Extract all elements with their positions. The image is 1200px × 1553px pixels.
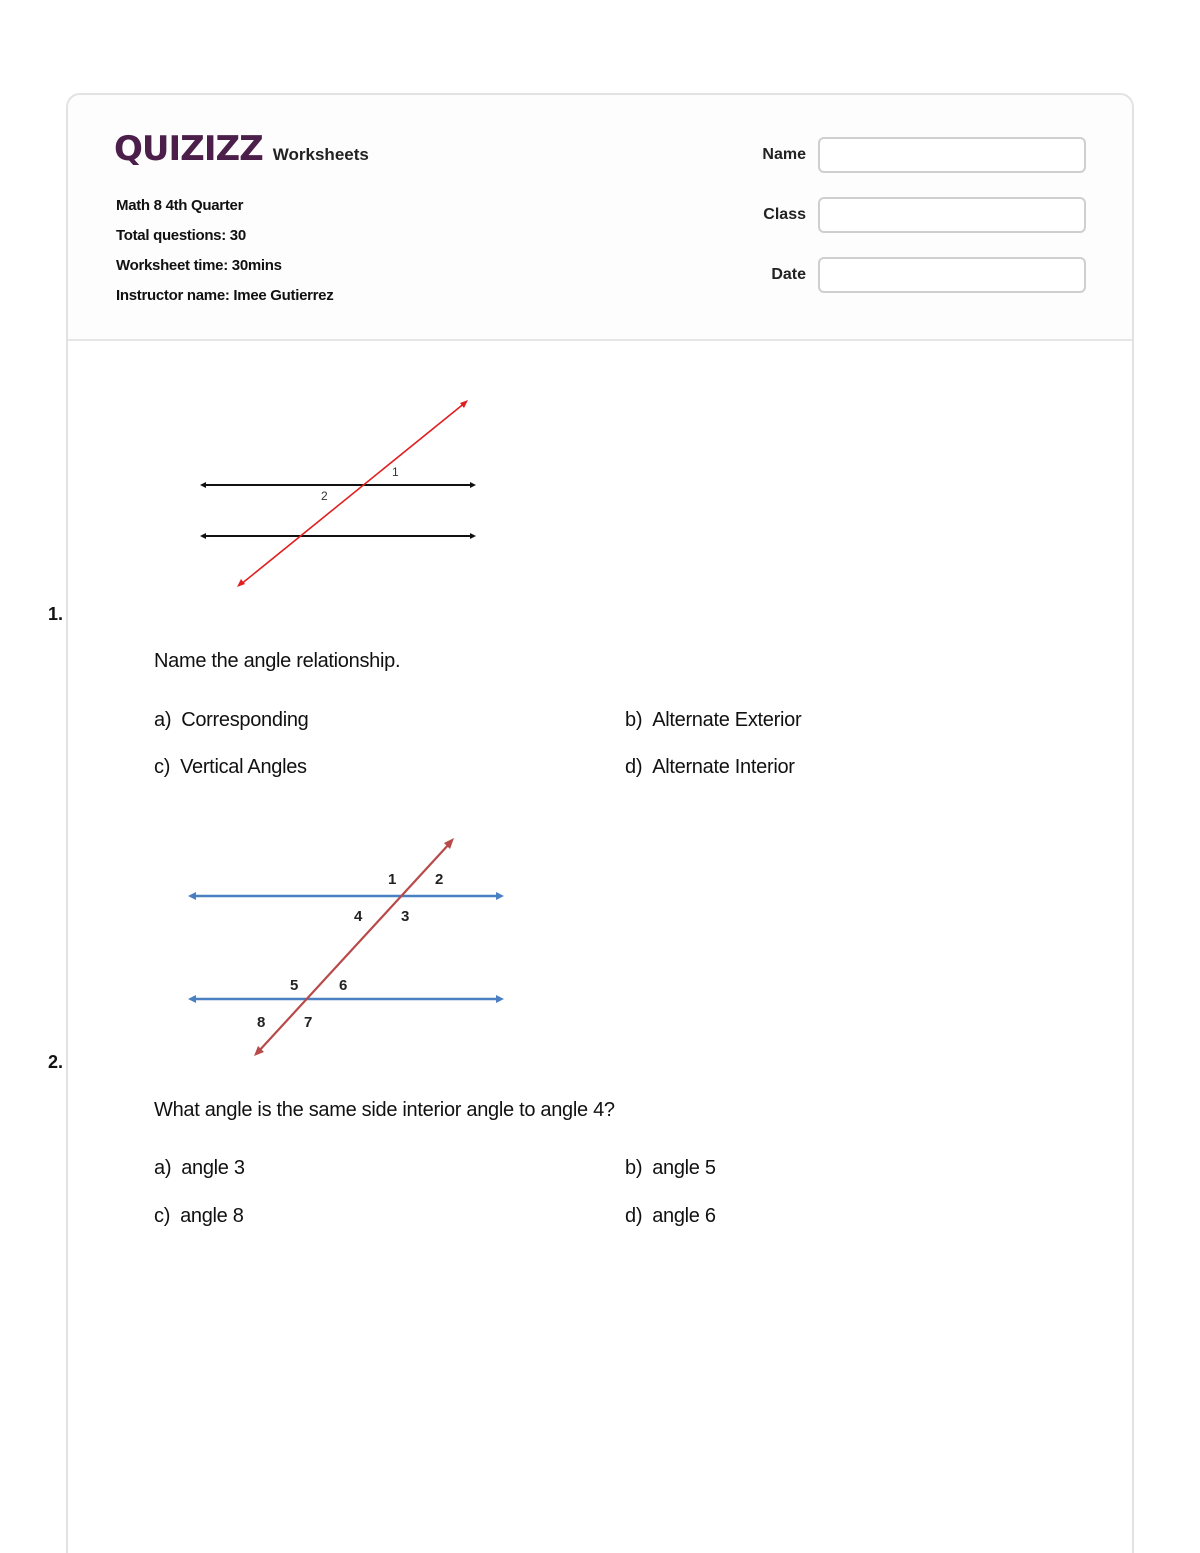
question-2-prompt: What angle is the same side interior angle to angle 4?: [154, 1099, 615, 1121]
q2-angle-label-1: 1: [388, 871, 397, 888]
q2-option-a-letter: a): [154, 1157, 172, 1179]
q2-angle-label-4: 4: [354, 908, 363, 925]
class-field[interactable]: [818, 197, 1086, 233]
instructor-name: Instructor name: Imee Gutierrez: [116, 287, 334, 304]
q2-parallel-line-top: [188, 892, 504, 900]
q1-parallel-lines-figure: [196, 396, 486, 592]
question-2-number: 2.: [48, 1052, 64, 1072]
q2-option-d-text: angle 6: [652, 1205, 716, 1227]
q1-angle-label-2: 2: [321, 489, 328, 503]
q2-transversal: [254, 838, 454, 1056]
q2-option-a[interactable]: [154, 1157, 245, 1180]
logo-wordmark: QUIZIZZ: [114, 129, 263, 169]
q1-option-d[interactable]: [625, 756, 795, 779]
q1-option-c-text: Vertical Angles: [180, 756, 307, 778]
q1-option-a-letter: a): [154, 709, 172, 731]
q2-option-c[interactable]: [154, 1205, 244, 1228]
class-label: Class: [763, 206, 806, 223]
student-fields: [762, 137, 1086, 317]
q2-option-b-text: angle 5: [652, 1157, 716, 1179]
q2-angle-label-5: 5: [290, 977, 299, 994]
worksheet-card: [66, 93, 1134, 1553]
q1-option-d-letter: d): [625, 756, 643, 778]
q2-angle-label-2: 2: [435, 871, 444, 888]
q2-option-d[interactable]: [625, 1205, 716, 1228]
q1-option-d-text: Alternate Interior: [652, 756, 795, 778]
q1-parallel-line-top: [200, 482, 476, 488]
q2-option-c-letter: c): [154, 1205, 171, 1227]
q1-parallel-line-bottom: [200, 533, 476, 539]
q2-angle-label-6: 6: [339, 977, 348, 994]
q1-option-c-letter: c): [154, 756, 171, 778]
worksheet-header: [68, 95, 1132, 341]
worksheet-time: Worksheet time: 30mins: [116, 257, 282, 274]
q2-parallel-lines-figure: [182, 834, 512, 1060]
name-field[interactable]: [818, 137, 1086, 173]
date-field[interactable]: [818, 257, 1086, 293]
q2-angle-label-3: 3: [401, 908, 410, 925]
q2-angle-label-8: 8: [257, 1014, 266, 1031]
q2-angle-label-7: 7: [304, 1014, 313, 1031]
q2-option-d-letter: d): [625, 1205, 643, 1227]
class-field-row: [762, 197, 1086, 233]
q1-option-c[interactable]: [154, 756, 307, 779]
logo-subtitle: Worksheets: [272, 145, 369, 164]
q1-option-b-text: Alternate Exterior: [652, 709, 802, 731]
total-questions: Total questions: 30: [116, 227, 246, 244]
q2-option-b[interactable]: [625, 1157, 716, 1180]
q1-option-a-text: Corresponding: [181, 709, 309, 731]
quizizz-logo: [114, 129, 369, 169]
q1-transversal: [237, 400, 468, 587]
q1-option-a[interactable]: [154, 709, 308, 732]
date-field-row: [762, 257, 1086, 293]
q2-option-b-letter: b): [625, 1157, 643, 1179]
q1-angle-label-1: 1: [392, 465, 399, 479]
q1-option-b-letter: b): [625, 709, 643, 731]
q2-parallel-line-bottom: [188, 995, 504, 1003]
worksheet-meta: [116, 191, 333, 311]
name-label: Name: [762, 146, 806, 163]
question-1-number: 1.: [48, 604, 64, 624]
q2-option-a-text: angle 3: [181, 1157, 245, 1179]
q2-option-c-text: angle 8: [180, 1205, 244, 1227]
date-label: Date: [771, 266, 806, 283]
question-1-prompt: Name the angle relationship.: [154, 650, 401, 672]
name-field-row: [762, 137, 1086, 173]
worksheet-title: Math 8 4th Quarter: [116, 197, 244, 214]
q1-option-b[interactable]: [625, 709, 801, 732]
